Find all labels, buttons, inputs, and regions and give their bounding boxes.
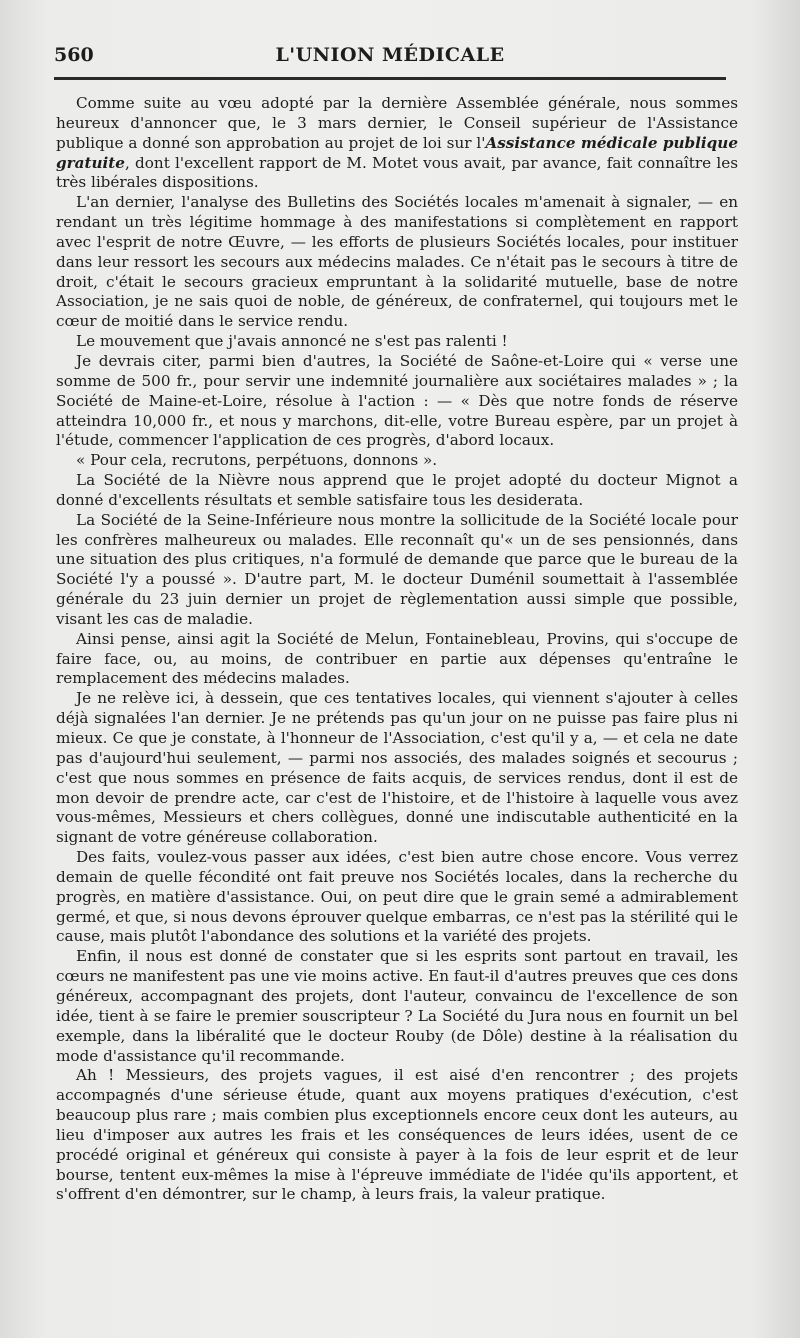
paragraph: Je devrais citer, parmi bien d'autres, la Société de Saône-et-Loire qui « verse une somme de 500 fr., pour servir une indemnité journalière aux sociétaires malades » ; la Société de Maine-et-Loire, résolue à l'action : — « Dès que notre fonds de réserve atteindra 10,000 fr., et nous y marchons, dit-elle, votre Bureau espère, par un projet à l'étude, commencer l'application de ces progrès, d'abord locaux. — [56, 351, 738, 450]
paragraph — [56, 94, 738, 193]
paragraph: Le mouvement que j'avais annoncé ne s'est pas ralenti ! — [76, 332, 508, 351]
paragraph: Des faits, voulez-vous passer aux idées, c'est bien autre chose encore. Vous verrez demain de quelle fécondité ont fait preuve nos Sociétés locales, dans la recherche du progrès, en matière d'assistance. Oui, on peut dire que le grain semé a admirablement germé, et que, si nous devons éprouver quelque embarras, ce n'est pas la stérilité qui le cause, mais plutôt l'abondance des solutions et la variété des projets. — [56, 848, 738, 946]
paragraph: Enfin, il nous est donné de constater que si les esprits sont partout en travail, les cœurs ne manifestent pas une vie moins active. En faut-il d'autres preuves que ces dons généreux, accompagnant des projets, dont l'auteur, convaincu de l'excellence de son idée, tient à se faire le premier souscripteur ? La Société du Jura nous en fournit un bel exemple, dans la libéralité que le docteur Rouby (de Dôle) destine à la réalisation du mode d'assistance qu'il recommande. — [56, 947, 738, 1065]
paragraph: « Pour cela, recrutons, perpétuons, donnons ». — [76, 451, 438, 470]
emphasized-term: Assistance médicale publique gratuite — [56, 133, 739, 172]
article-body — [56, 94, 738, 1205]
header-rule — [54, 77, 726, 80]
paragraph: La Société de la Seine-Inférieure nous montre la sollicitude de la Société locale pour les confrères malheureux ou malades. Elle reconnaît qu'« un de ses pensionnés, dans une situation des plus critiques, n'a formulé de demande que parce que le bureau de la Société l'y a poussé ». D'autre part, M. le docteur Duménil soumettait à l'assemblée générale du 23 juin dernier un projet de règlementation aussi simple que possible, visant les cas de maladie. — [56, 510, 738, 628]
paragraph: La Société de la Nièvre nous apprend que le projet adopté du docteur Mignot a donné d'excellents résultats et semble satisfaire tous les desiderata. — [56, 471, 738, 509]
page-header — [54, 40, 726, 74]
paragraph: L'an dernier, l'analyse des Bulletins des Sociétés locales m'amenait à signaler, — en rendant un très légitime hommage à des manifestations si complètement en rapport avec l'esprit de notre Œuvre, — les efforts de plusieurs Sociétés locales, pour instituer dans leur ressort les secours aux médecins malades. Ce n'était pas le secours à titre de droit, c'était le secours gracieux empruntant à la solidarité mutuelle, base de notre Association, je ne sais quoi de noble, de généreux, de confraternel, qui toujours met le cœur de moitié dans le service rendu. — [56, 193, 738, 331]
paragraph: Ainsi pense, ainsi agit la Société de Melun, Fontainebleau, Provins, qui s'occupe de faire face, ou, au moins, de contribuer en partie aux dépenses qu'entraîne le remplacement des médecins malades. — [56, 629, 738, 688]
running-title: L'UNION MÉDICALE — [275, 44, 505, 66]
paragraph: Ah ! Messieurs, des projets vagues, il est aisé d'en rencontrer ; des projets accompagnés d'une sérieuse étude, quant aux moyens pratiques d'exécution, c'est beaucoup plus rare ; mais combien plus exceptionnels encore ceux dont les auteurs, au lieu d'imposer aux autres les frais et les conséquences de leurs idées, usent de ce procédé original et généreux qui consiste à payer à la fois de leur esprit et de leur bourse, tentent eux-mêmes la mise à l'épreuve immédiate de l'idée qu'ils apportent, et s'offrent d'en démontrer, sur le champ, à leurs frais, la valeur pratique. — [56, 1066, 738, 1204]
paragraph-text: , dont l'excellent rapport de M. Motet vous avait, par avance, fait connaître les très libérales dispositions. — [56, 153, 738, 192]
page-number: 560 — [54, 44, 94, 66]
paragraph: Je ne relève ici, à dessein, que ces tentatives locales, qui viennent s'ajouter à celles déjà signalées l'an dernier. Je ne prétends pas qu'un jour on ne puisse pas faire plus ni mieux. Ce que je constate, à l'honneur de l'Association, c'est qu'il y a, — et cela ne date pas d'aujourd'hui seulement, — parmi nos associés, des malades soignés et secourus ; c'est que nous sommes en présence de faits acquis, de services rendus, dont il est de mon devoir de prendre acte, car c'est de l'histoire, et de l'histoire à laquelle vous avez vous-mêmes, Messieurs et chers collègues, donné une indiscutable authenticité en la signant de votre généreuse collaboration. — [56, 689, 738, 847]
paragraph-text: Comme suite au vœu adopté par la dernière Assemblée générale, nous sommes heureux d'annoncer que, le 3 mars dernier, le Conseil supérieur de l'Assistance publique a donné son approbation au projet de loi sur l' — [56, 94, 738, 152]
